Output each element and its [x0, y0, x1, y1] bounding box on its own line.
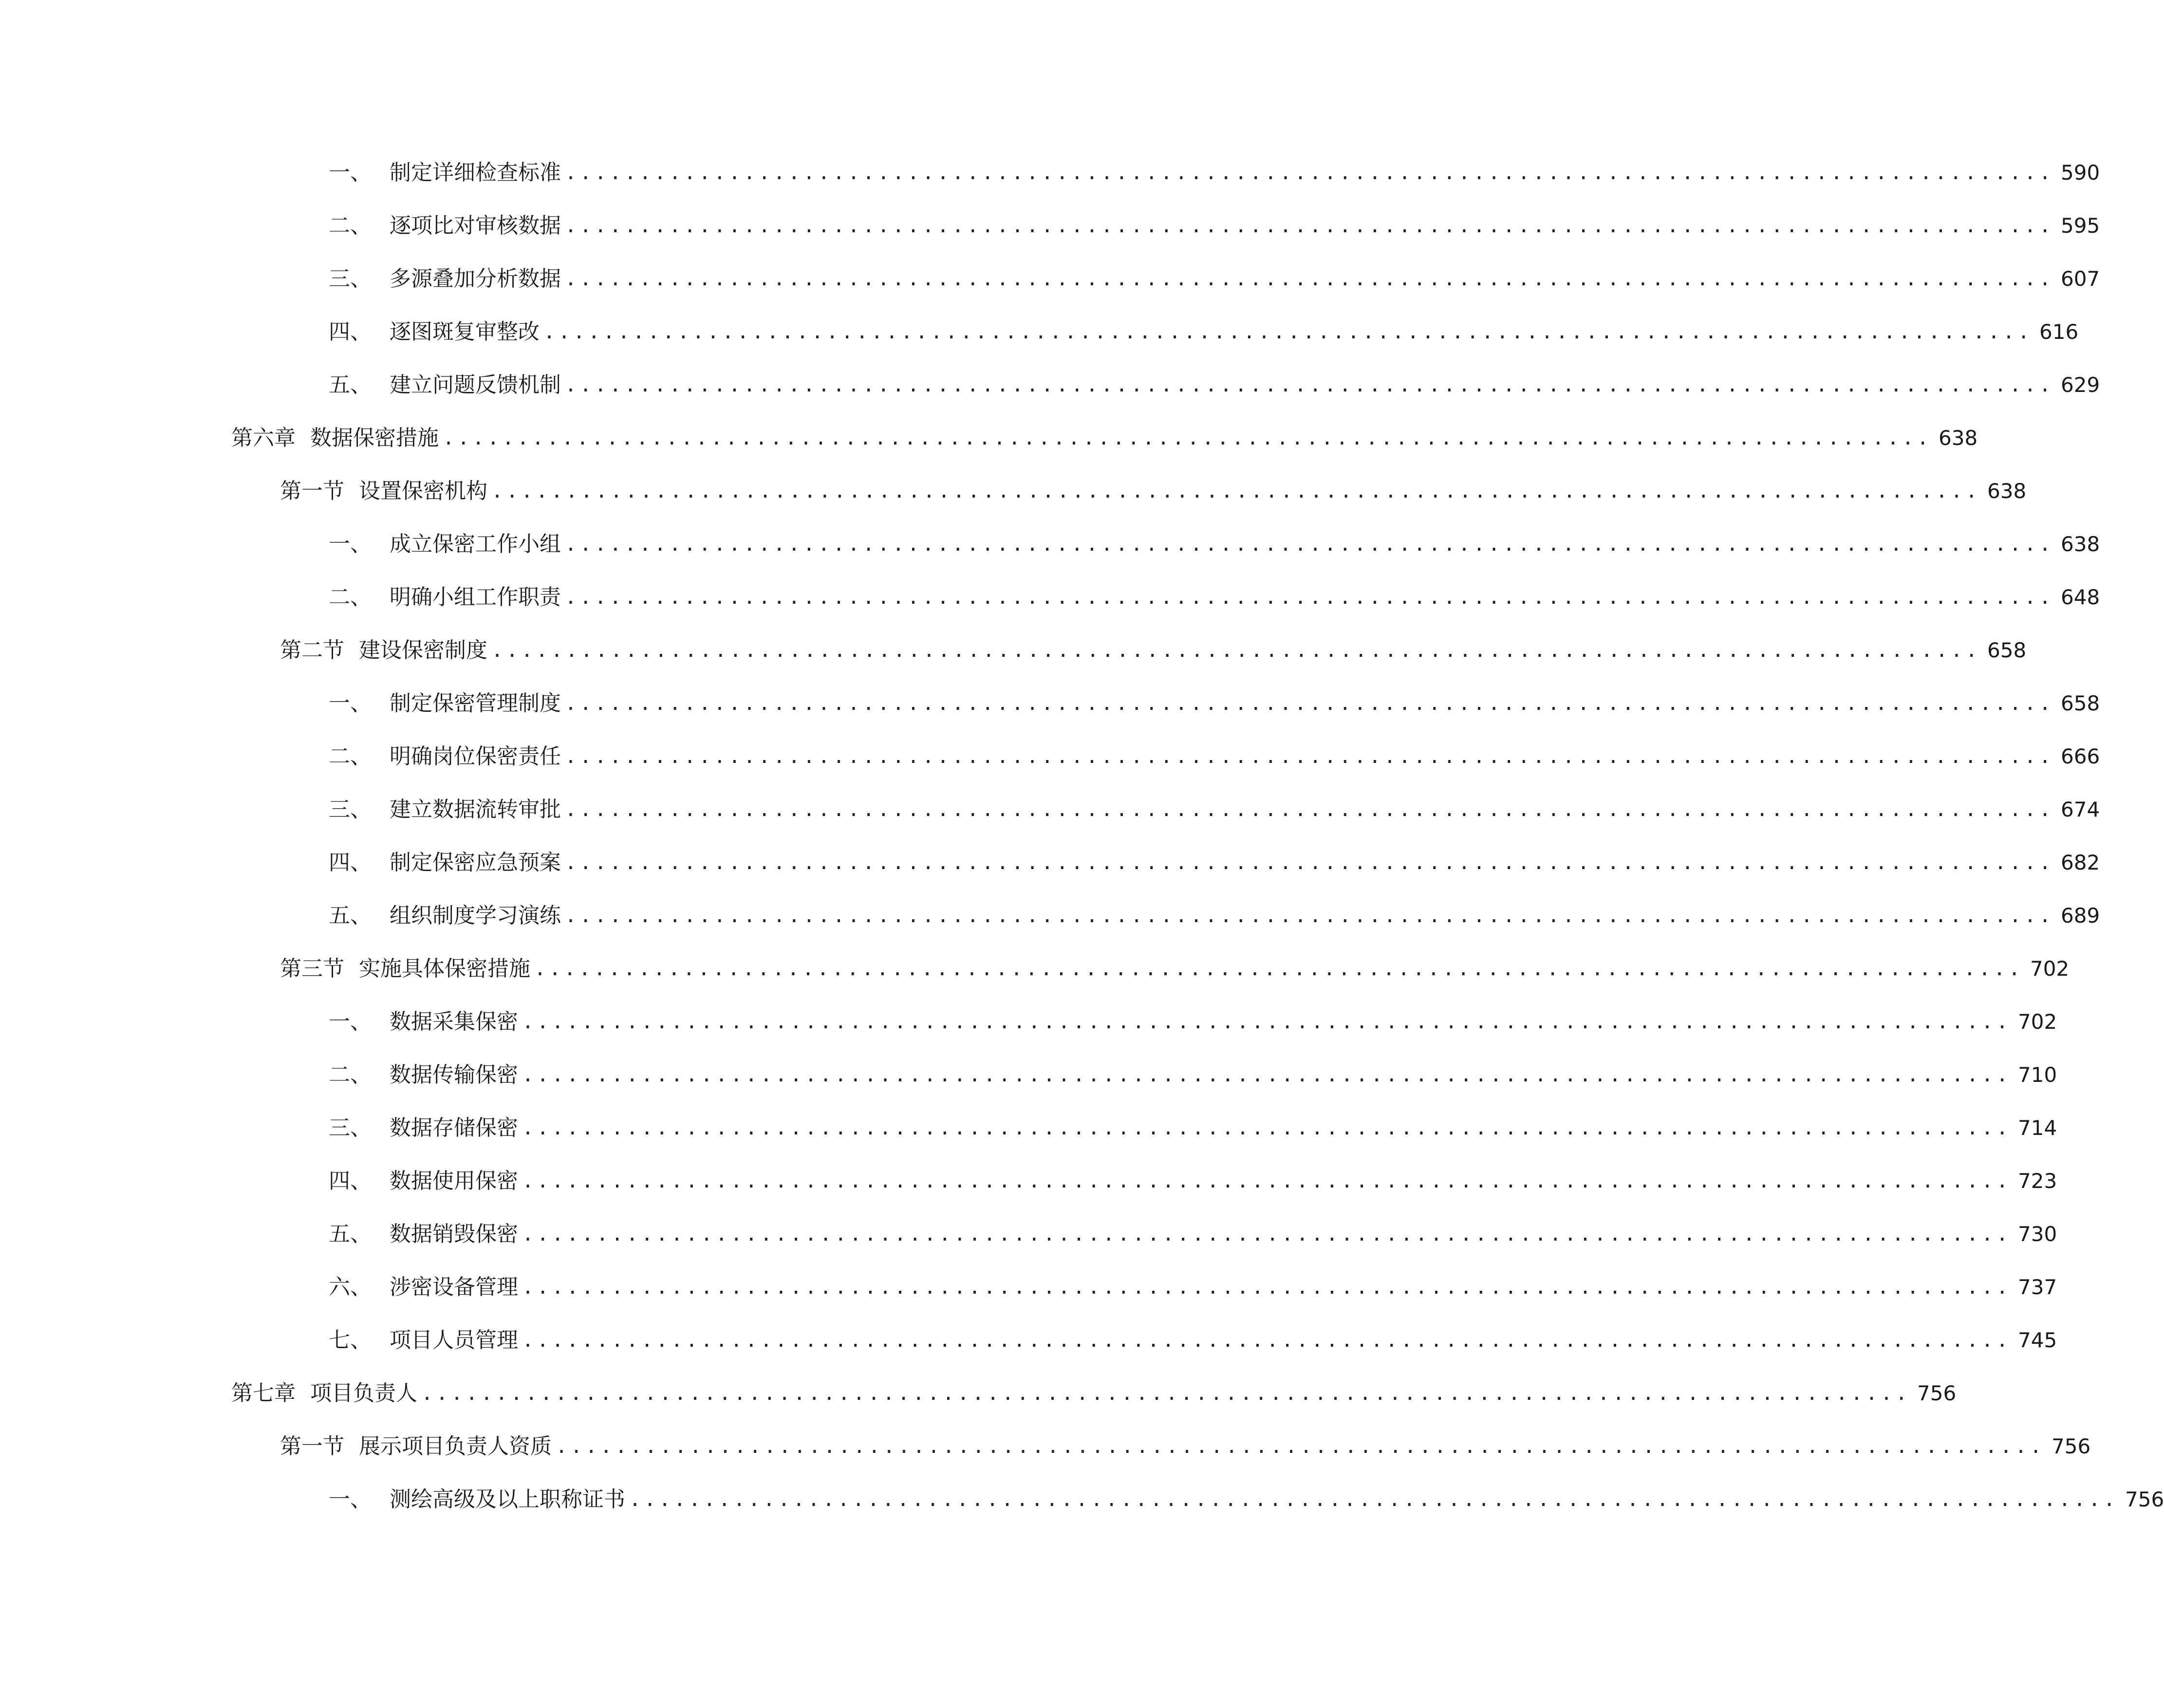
toc-entry[interactable] [329, 573, 2100, 612]
toc-entry[interactable] [329, 1475, 2164, 1514]
toc-entry[interactable] [329, 255, 2100, 294]
toc-dot-leader: .................................................................................................... [491, 639, 1981, 662]
toc-entry-page: 756 [2125, 1487, 2164, 1511]
toc-entry-page: 674 [2061, 798, 2100, 821]
toc-entry[interactable] [280, 945, 2070, 984]
toc-entry-page: 723 [2018, 1169, 2057, 1193]
toc-entry[interactable] [329, 1316, 2057, 1355]
toc-entry-title: 建立数据流转审批 [390, 797, 561, 822]
toc-entry-number: 五、 [329, 372, 372, 397]
toc-entry-number: 五、 [329, 903, 372, 928]
toc-dot-leader: .................................................................................................... [522, 1064, 2012, 1086]
toc-entry-number: 第三节 [280, 956, 344, 981]
toc-entry-page: 638 [2061, 532, 2100, 556]
toc-entry-page: 616 [2039, 320, 2079, 344]
toc-entry-title: 测绘高级及以上职称证书 [390, 1487, 625, 1512]
toc-entry-number: 一、 [329, 691, 372, 716]
toc-entry[interactable] [329, 1104, 2057, 1143]
toc-entry[interactable] [329, 149, 2100, 187]
toc-entry-number: 三、 [329, 1115, 372, 1140]
toc-dot-leader: .................................................................................................... [522, 1011, 2012, 1033]
toc-entry[interactable] [329, 838, 2100, 877]
toc-dot-leader: .................................................................................................... [522, 1223, 2012, 1245]
toc-dot-leader: .................................................................................................... [565, 162, 2054, 184]
toc-entry-number: 一、 [329, 1487, 372, 1512]
toc-entry-number: 三、 [329, 797, 372, 822]
toc-dot-leader: .................................................................................................... [421, 1382, 1911, 1405]
toc-dot-leader: .................................................................................................... [565, 215, 2054, 237]
toc-entry-title: 制定保密管理制度 [390, 691, 561, 716]
toc-entry-page: 756 [1917, 1381, 1957, 1405]
toc-entry-title: 组织制度学习演练 [390, 903, 561, 928]
toc-entry-title: 项目负责人 [310, 1381, 417, 1406]
toc-entry-page: 702 [2018, 1010, 2057, 1034]
toc-dot-leader: .................................................................................................... [522, 1276, 2012, 1299]
toc-entry[interactable] [329, 1263, 2057, 1302]
toc-entry-number: 七、 [329, 1328, 372, 1353]
toc-entry-page: 689 [2061, 904, 2100, 928]
toc-entry-page: 607 [2061, 267, 2100, 291]
toc-entry-page: 682 [2061, 851, 2100, 874]
toc-entry-number: 六、 [329, 1275, 372, 1300]
toc-entry-number: 三、 [329, 266, 372, 291]
toc-dot-leader: .................................................................................................... [522, 1329, 2012, 1352]
toc-entry[interactable] [329, 1051, 2057, 1090]
toc-entry-title: 逐项比对审核数据 [390, 213, 561, 238]
toc-entry[interactable] [329, 202, 2100, 241]
toc-entry[interactable] [329, 520, 2100, 559]
toc-entry[interactable] [231, 414, 1978, 453]
toc-entry-number: 第一节 [280, 1434, 344, 1459]
toc-entry[interactable] [329, 1157, 2057, 1196]
toc-entry[interactable] [329, 998, 2057, 1037]
toc-entry[interactable] [329, 785, 2100, 824]
toc-entry-page: 629 [2061, 373, 2100, 397]
toc-entry[interactable] [329, 891, 2100, 930]
toc-entry-title: 数据保密措施 [310, 426, 439, 450]
toc-entry-title: 数据传输保密 [390, 1062, 518, 1087]
toc-entry-page: 710 [2018, 1063, 2057, 1087]
toc-entry-number: 第七章 [231, 1381, 296, 1406]
toc-entry-number: 一、 [329, 1009, 372, 1034]
toc-dot-leader: .................................................................................................... [565, 268, 2054, 290]
toc-entry-title: 制定详细检查标准 [390, 160, 561, 185]
toc-entry-title: 数据销毁保密 [390, 1222, 518, 1246]
toc-dot-leader: .................................................................................................... [565, 852, 2054, 874]
toc-entry[interactable] [280, 467, 2027, 506]
toc-entry-number: 四、 [329, 319, 372, 344]
toc-entry[interactable] [280, 626, 2027, 665]
toc-entry-title: 成立保密工作小组 [390, 532, 561, 557]
toc-entry-title: 数据使用保密 [390, 1169, 518, 1193]
toc-entry-title: 实施具体保密措施 [359, 956, 530, 981]
toc-entry-title: 制定保密应急预案 [390, 850, 561, 875]
toc-entry-page: 666 [2061, 744, 2100, 768]
toc-dot-leader: .................................................................................................... [522, 1170, 2012, 1192]
toc-entry-page: 638 [1987, 479, 2027, 503]
toc-entry-title: 展示项目负责人资质 [359, 1434, 552, 1459]
toc-entry-number: 二、 [329, 585, 372, 610]
toc-entry-page: 737 [2018, 1275, 2057, 1299]
toc-entry[interactable] [329, 308, 2079, 347]
toc-dot-leader: .................................................................................................... [534, 958, 2024, 980]
toc-entry-title: 设置保密机构 [359, 479, 487, 503]
toc-dot-leader: .................................................................................................... [556, 1435, 2045, 1458]
toc-entry-number: 第六章 [231, 426, 296, 450]
toc-dot-leader: .................................................................................................... [629, 1488, 2119, 1511]
toc-entry-title: 涉密设备管理 [390, 1275, 518, 1300]
toc-entry[interactable] [329, 732, 2100, 771]
toc-entry-title: 明确小组工作职责 [390, 585, 561, 610]
toc-entry[interactable] [329, 1210, 2057, 1249]
toc-entry-page: 648 [2061, 585, 2100, 609]
toc-entry[interactable] [280, 1422, 2091, 1461]
toc-entry[interactable] [329, 679, 2100, 718]
toc-dot-leader: .................................................................................................... [565, 798, 2054, 821]
toc-entry-page: 638 [1939, 426, 1978, 450]
toc-entry-page: 595 [2061, 214, 2100, 238]
toc-entry-number: 二、 [329, 213, 372, 238]
toc-entry-title: 项目人员管理 [390, 1328, 518, 1353]
toc-entry-title: 逐图斑复审整改 [390, 319, 540, 344]
toc-entry-page: 756 [2052, 1434, 2091, 1458]
toc-dot-leader: .................................................................................................... [565, 374, 2054, 396]
toc-dot-leader: .................................................................................................... [565, 745, 2054, 768]
toc-entry-number: 第一节 [280, 479, 344, 503]
toc-entry-page: 590 [2061, 161, 2100, 185]
toc-dot-leader: .................................................................................................... [565, 692, 2054, 715]
toc-dot-leader: .................................................................................................... [491, 480, 1981, 502]
toc-entry-page: 745 [2018, 1328, 2057, 1352]
toc-entry-title: 数据存储保密 [390, 1115, 518, 1140]
toc-entry-title: 建设保密制度 [359, 638, 487, 663]
toc-entry-title: 数据采集保密 [390, 1009, 518, 1034]
toc-entry-title: 多源叠加分析数据 [390, 266, 561, 291]
toc-entry[interactable] [231, 1369, 1957, 1408]
toc-entry-number: 四、 [329, 850, 372, 875]
toc-entry-number: 一、 [329, 160, 372, 185]
toc-dot-leader: .................................................................................................... [543, 321, 2033, 343]
toc-entry-number: 四、 [329, 1169, 372, 1193]
toc-entry-page: 658 [1987, 638, 2027, 662]
toc-entry-number: 第二节 [280, 638, 344, 663]
toc-dot-leader: .................................................................................................... [522, 1117, 2012, 1139]
toc-entry-page: 702 [2030, 957, 2070, 981]
toc-entry-page: 658 [2061, 691, 2100, 715]
toc-entry-page: 730 [2018, 1222, 2057, 1246]
toc-dot-leader: .................................................................................................... [443, 427, 1932, 449]
toc-dot-leader: .................................................................................................... [565, 905, 2054, 927]
toc-entry-title: 明确岗位保密责任 [390, 744, 561, 769]
toc-entry-number: 二、 [329, 744, 372, 769]
toc-entry-title: 建立问题反馈机制 [390, 372, 561, 397]
toc-entry-number: 一、 [329, 532, 372, 557]
toc-dot-leader: .................................................................................................... [565, 533, 2054, 556]
toc-entry[interactable] [329, 361, 2100, 400]
toc-dot-leader: .................................................................................................... [565, 586, 2054, 609]
toc-entry-page: 714 [2018, 1116, 2057, 1140]
toc-entry-number: 二、 [329, 1062, 372, 1087]
toc-entry-number: 五、 [329, 1222, 372, 1246]
